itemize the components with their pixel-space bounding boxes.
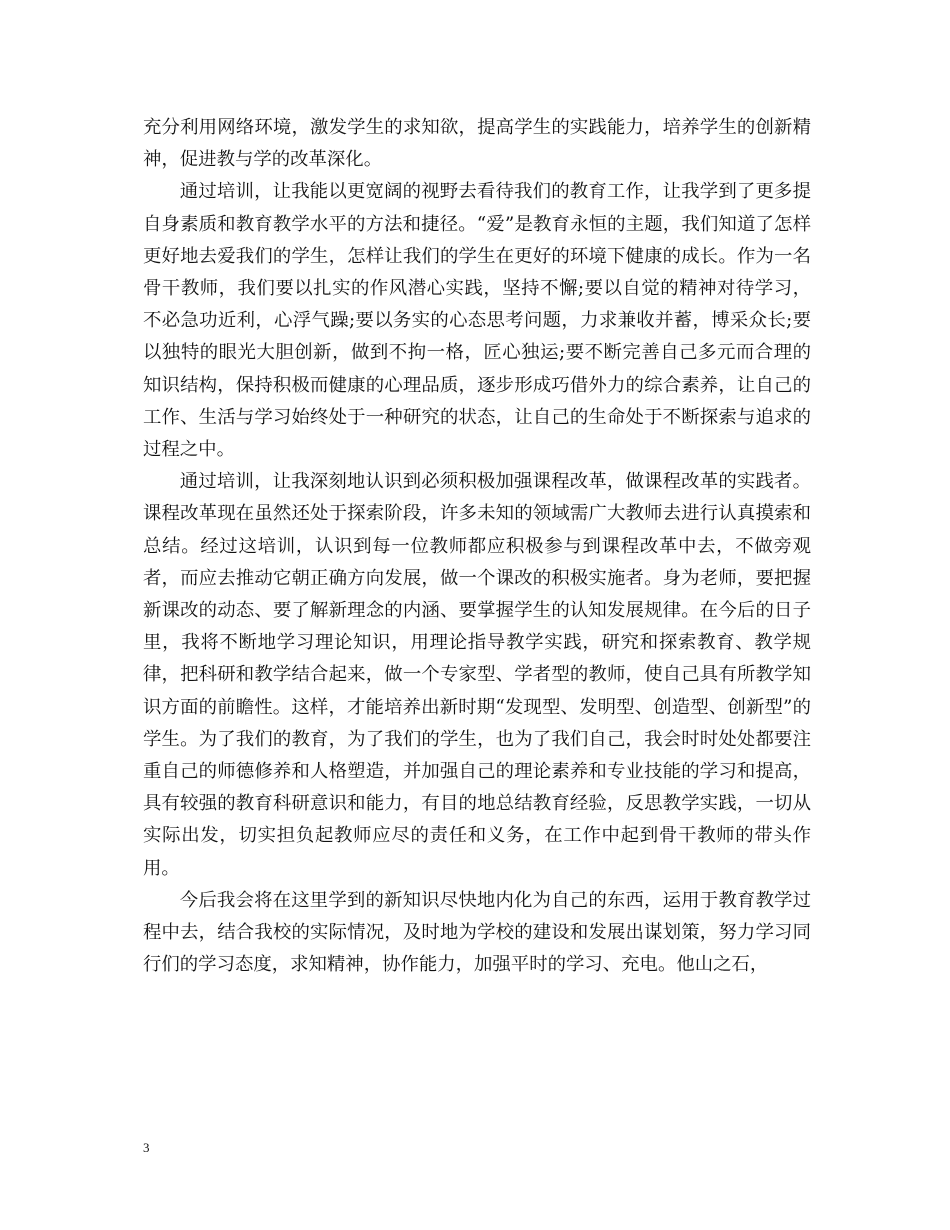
document-body	[143, 112, 811, 981]
paragraph-2: 通过培训，让我能以更宽阔的视野去看待我们的教育工作，让我学到了更多提自身素质和教育教学水平的方法和捷径。“爱”是教育永恒的主题，我们知道了怎样更好地去爱我们的学生，怎样让我们的学生在更好的环境下健康的成长。作为一名骨干教师，我们要以扎实的作风潜心实践，坚持不懈;要以自觉的精神对待学习，不必急功近利，心浮气躁;要以务实的心态思考问题，力求兼收并蓄，博采众长;要以独特的眼光大胆创新，做到不拘一格，匠心独运;要不断完善自己多元而合理的知识结构，保持积极而健康的心理品质，逐步形成巧借外力的综合素养，让自己的工作、生活与学习始终处于一种研究的状态，让自己的生命处于不断探索与追求的过程之中。	[143, 181, 811, 461]
paragraph-4: 今后我会将在这里学到的新知识尽快地内化为自己的东西，运用于教育教学过程中去，结合我校的实际情况，及时地为学校的建设和发展出谋划策，努力学习同行们的学习态度，求知精神，协作能力，加强平时的学习、充电。他山之石，	[143, 889, 811, 976]
page-number: 3	[143, 1140, 150, 1155]
paragraph-3: 通过培训，让我深刻地认识到必须积极加强课程改革，做课程改革的实践者。课程改革现在虽然还处于探索阶段，许多未知的领域需广大教师去进行认真摸索和总结。经过这培训，认识到每一位教师都应积极参与到课程改革中去，不做旁观者，而应去推动它朝正确方向发展，做一个课改的积极实施者。身为老师，要把握新课改的动态、要了解新理念的内涵、要掌握学生的认知发展规律。在今后的日子里，我将不断地学习理论知识，用理论指导教学实践，研究和探索教育、教学规律，把科研和教学结合起来，做一个专家型、学者型的教师，使自己具有所教学知识方面的前瞻性。这样，才能培养出新时期“发现型、发明型、创造型、创新型”的学生。为了我们的教育，为了我们的学生，也为了我们自己，我会时时处处都要注重自己的师德修养和人格塑造，并加强自己的理论素养和专业技能的学习和提高，具有较强的教育科研意识和能力，有目的地总结教育经验，反思教学实践，一切从实际出发，切实担负起教师应尽的责任和义务，在工作中起到骨干教师的带头作用。	[143, 471, 811, 879]
paragraph-1: 充分利用网络环境，激发学生的求知欲，提高学生的实践能力，培养学生的创新精神，促进教与学的改革深化。	[143, 117, 811, 171]
